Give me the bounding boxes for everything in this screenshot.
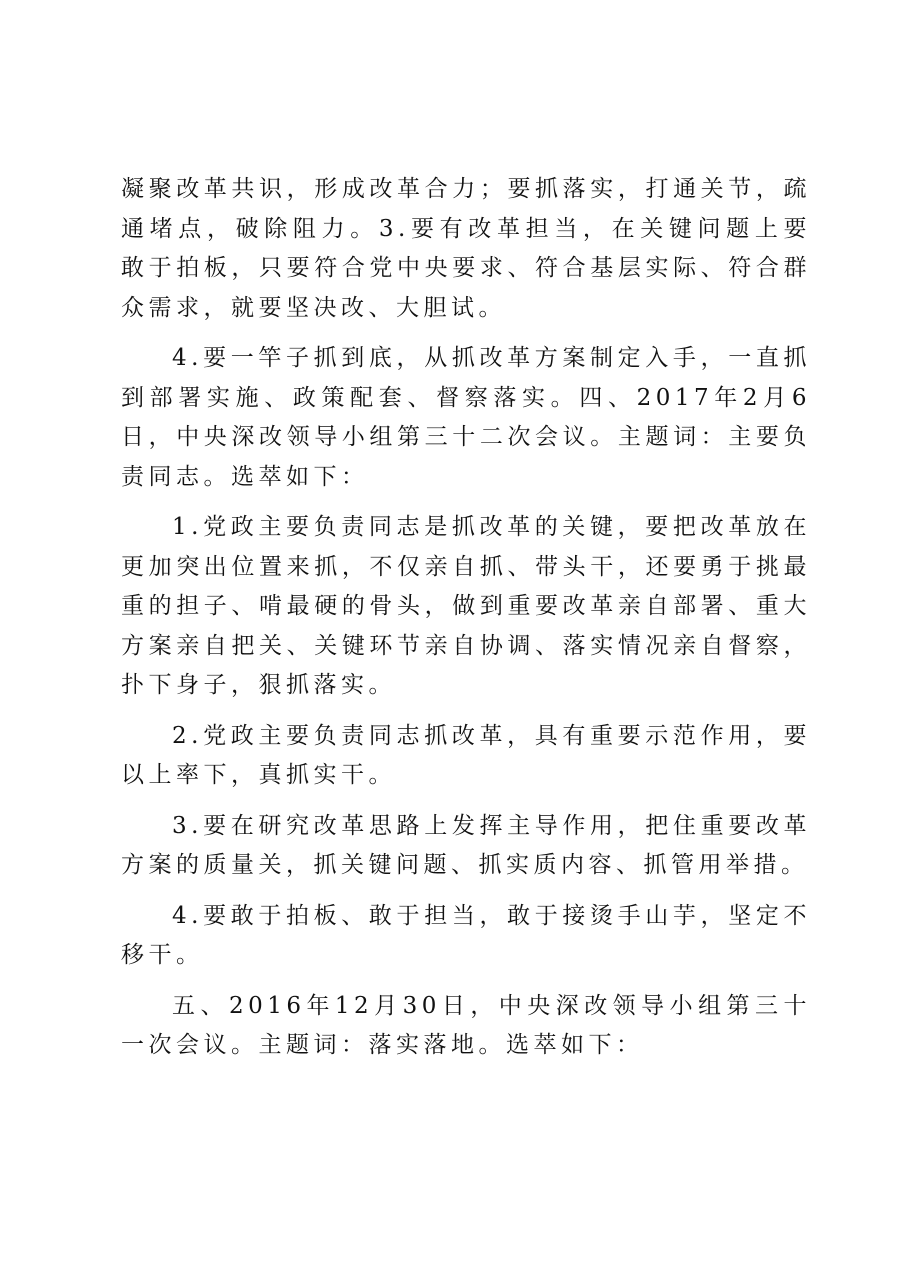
paragraph-point-3-leading-role: 3.要在研究改革思路上发挥主导作用，把住重要改革方案的质量关，抓关键问题、抓实质内容、抓管用举措。	[121, 812, 811, 878]
paragraph-point-4-follow-through: 4.要一竿子抓到底，从抓改革方案制定入手，一直抓到部署实施、政策配套、督察落实。四、2017年2月6日，中央深改领导小组第三十二次会议。主题词：主要负责同志。选萃如下：	[121, 345, 811, 490]
paragraph-point-2-lead-by-example: 2.党政主要负责同志抓改革，具有重要示范作用，要以上率下，真抓实干。	[121, 722, 811, 788]
document-body	[121, 170, 811, 1066]
paragraph-point-1-leaders-key: 1.党政主要负责同志是抓改革的关键，要把改革放在更加突出位置来抓，不仅亲自抓、带头干，还要勇于挑最重的担子、啃最硬的骨头，做到重要改革亲自部署、重大方案亲自把关、关键环节亲自协调、落实情况亲自督察，扑下身子，狠抓落实。	[121, 514, 811, 698]
paragraph-point-4-dare-to-decide: 4.要敢于拍板、敢于担当，敢于接烫手山芋，坚定不移干。	[121, 902, 811, 968]
paragraph-reform-consensus: 凝聚改革共识，形成改革合力；要抓落实，打通关节，疏通堵点，破除阻力。3.要有改革担当，在关键问题上要敢于拍板，只要符合党中央要求、符合基层实际、符合群众需求，就要坚决改、大胆试。	[121, 176, 811, 321]
paragraph-section-5-heading: 五、2016年12月30日，中央深改领导小组第三十一次会议。主题词：落实落地。选萃如下：	[121, 992, 811, 1058]
